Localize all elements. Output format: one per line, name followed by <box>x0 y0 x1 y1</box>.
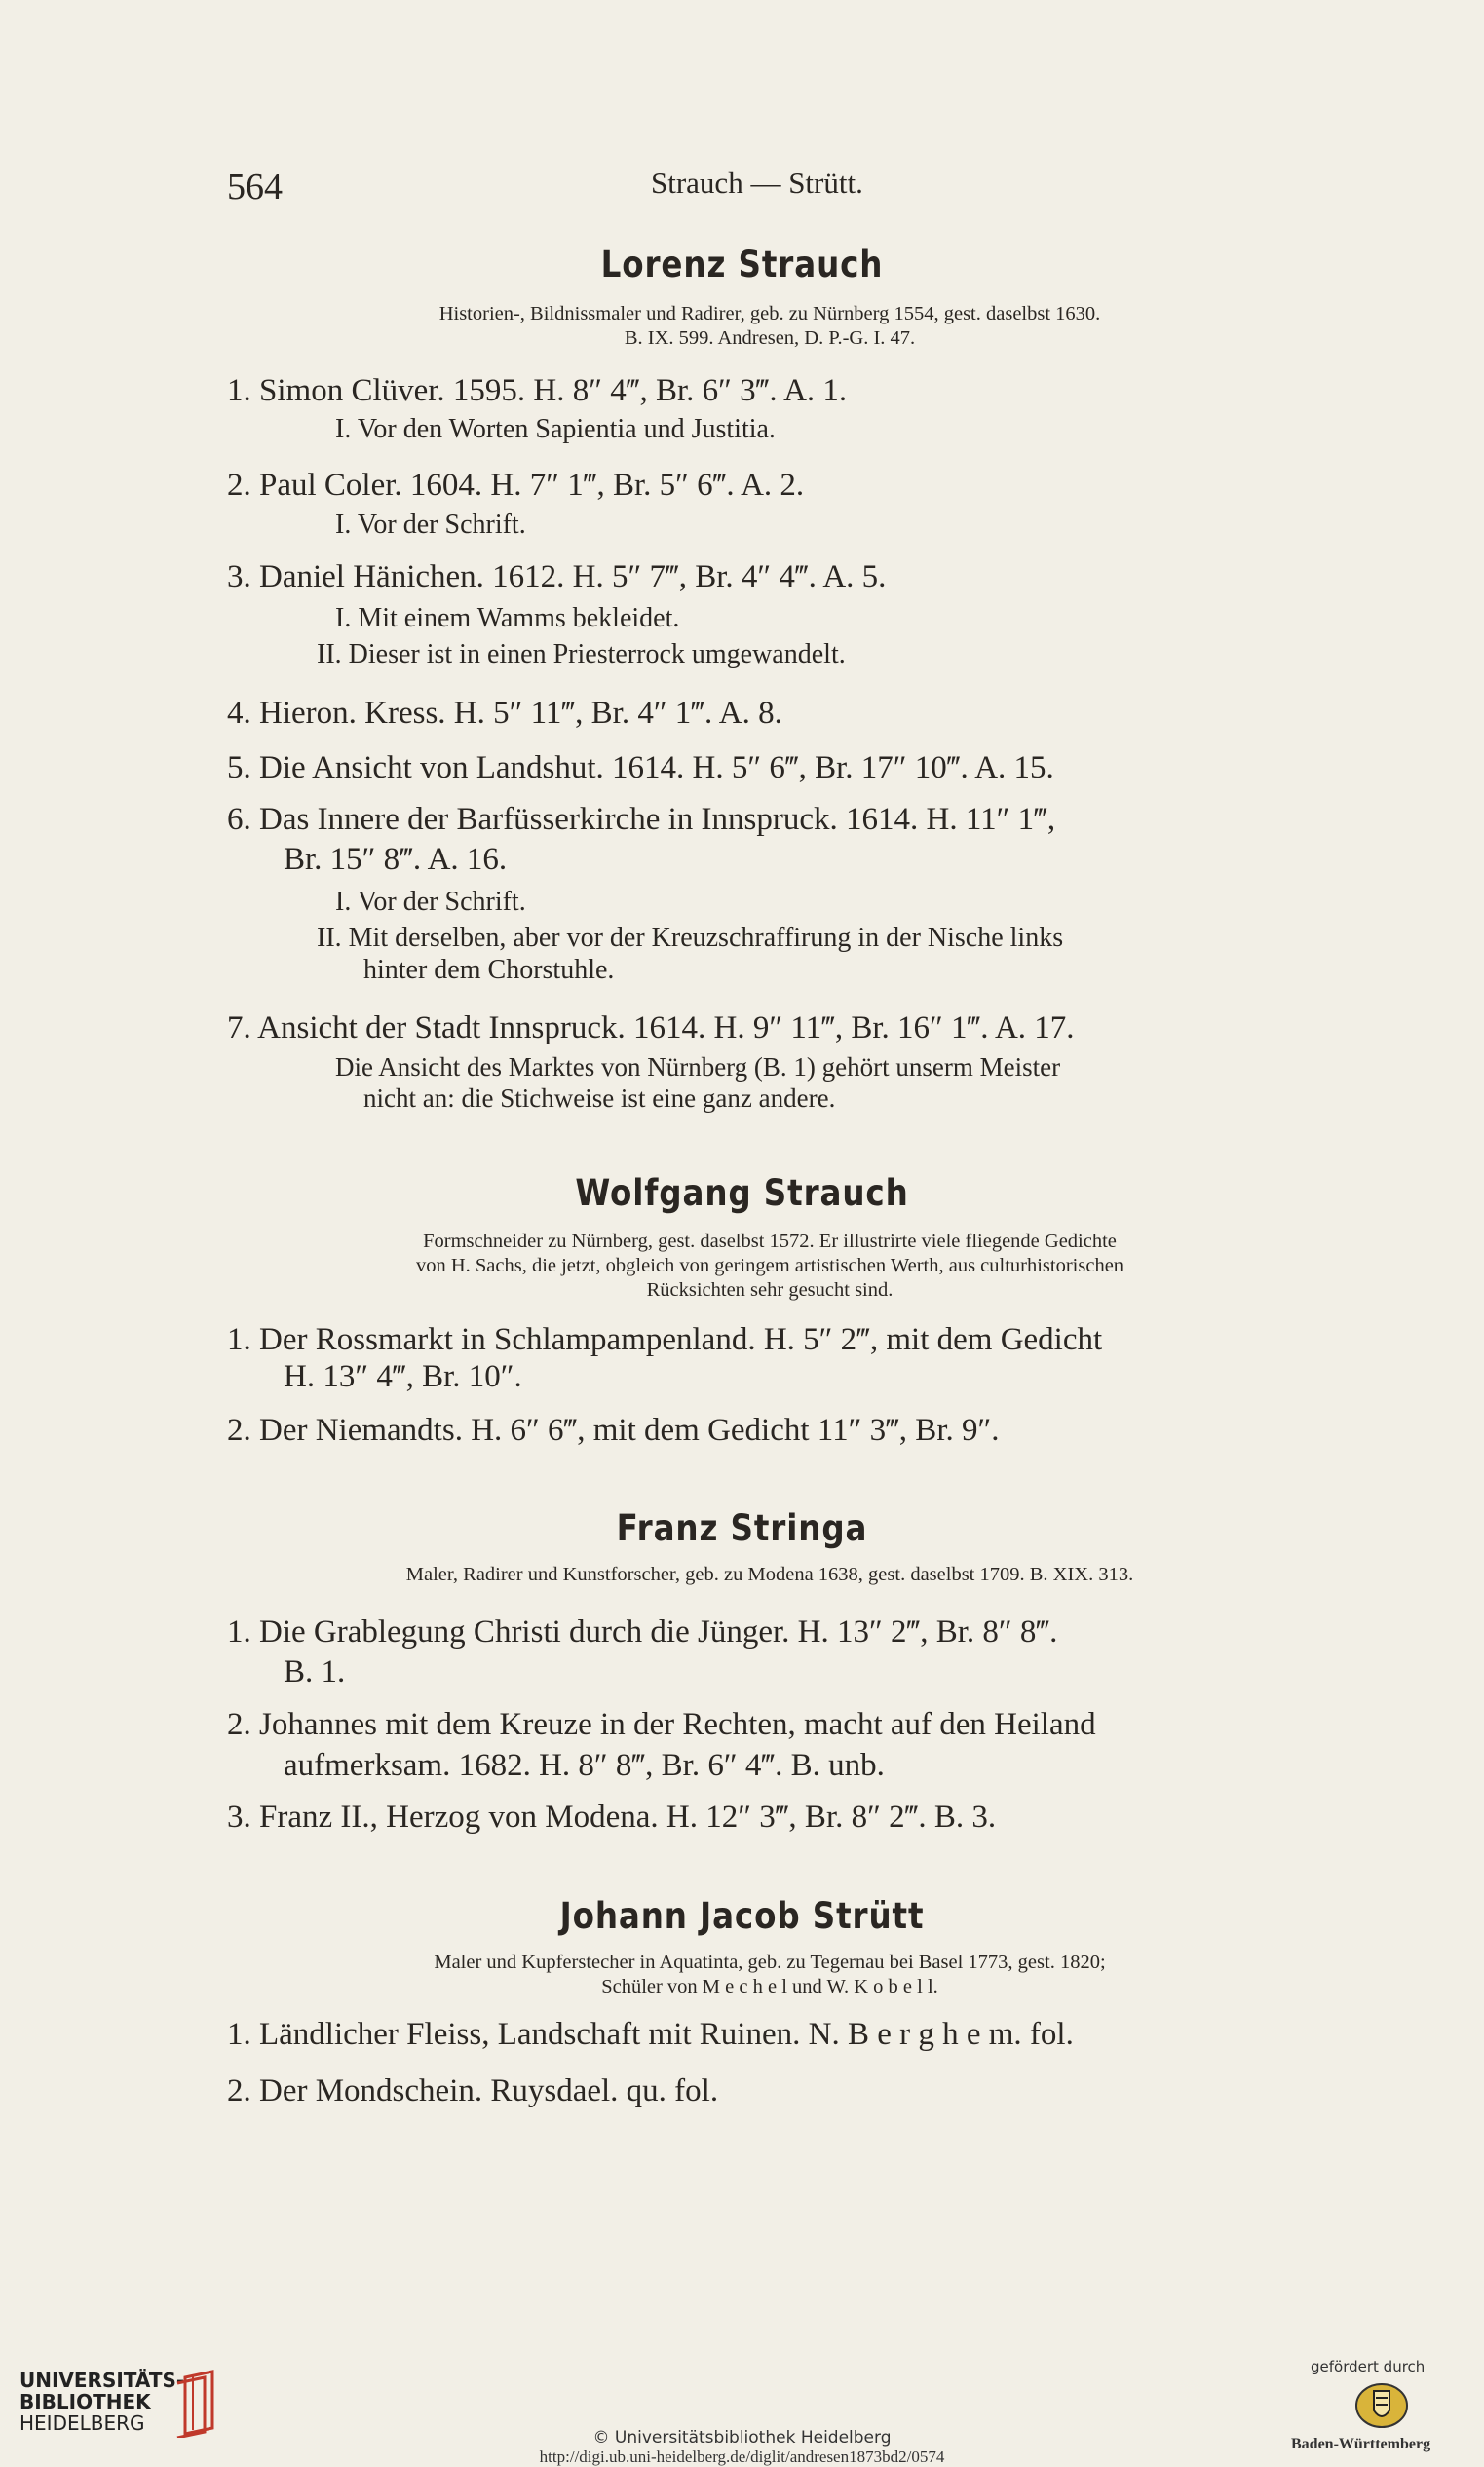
entry-line: 2. Paul Coler. 1604. H. 7″ 1‴, Br. 5″ 6‴. A. 2. <box>227 468 805 503</box>
library-line: HEIDELBERG <box>19 2411 145 2435</box>
bio-line: B. IX. 599. Andresen, D. P.-G. I. 47. <box>624 327 916 349</box>
bio-line: Formschneider zu Nürnberg, gest. daselbst 1572. Er illustrirte viele fliegende Gedichte <box>423 1231 1117 1252</box>
entry-line: 1. Der Rossmarkt in Schlampampenland. H. 5″ 2‴, mit dem Gedicht <box>227 1322 1103 1357</box>
bio-wolfgang-strauch <box>224 1230 1315 1303</box>
entry-line: 5. Die Ansicht von Landshut. 1614. H. 5″ 6‴, Br. 17″ 10‴. A. 15. <box>227 750 1054 785</box>
entry-line: 1. Die Grablegung Christi durch die Jünger. H. 13″ 2‴, Br. 8″ 8‴. <box>227 1614 1058 1650</box>
bio-lorenz-strauch <box>224 302 1315 351</box>
bio-line: Schüler von M e c h e l und W. K o b e l l. <box>601 1976 938 1997</box>
note-line: Die Ansicht des Marktes von Nürnberg (B. 1) gehört unserm Meister <box>335 1052 1061 1082</box>
entry-line: 7. Ansicht der Stadt Innspruck. 1614. H. 9″ 11‴, Br. 16″ 1‴. A. 17. <box>227 1010 1075 1045</box>
entry-line: 1. Simon Clüver. 1595. H. 8″ 4‴, Br. 6″ 3‴. A. 1. <box>227 373 848 408</box>
bio-line: Maler und Kupferstecher in Aquatinta, geb. zu Tegernau bei Basel 1773, gest. 1820; <box>434 1952 1106 1973</box>
state-name: Baden-Württemberg <box>1291 2436 1431 2452</box>
state-line: I. Mit einem Wamms bekleidet. <box>335 603 680 633</box>
library-name <box>19 2370 184 2434</box>
entry-line: 3. Daniel Hänichen. 1612. H. 5″ 7‴, Br. 4″ 4‴. A. 5. <box>227 559 887 594</box>
section-heading-franz-stringa: Franz Stringa <box>616 1507 868 1549</box>
bio-johann-jacob-strutt <box>224 1951 1315 1999</box>
bio-line: Rücksichten sehr gesucht sind. <box>646 1279 894 1301</box>
bio-franz-stringa <box>224 1563 1315 1587</box>
section-heading-johann-jacob-strutt: Johann Jacob Strütt <box>559 1895 925 1937</box>
entry-line: 6. Das Innere der Barfüsserkirche in Innspruck. 1614. H. 11″ 1‴, <box>227 802 1056 837</box>
entry-line: 2. Der Mondschein. Ruysdael. qu. fol. <box>227 2073 719 2108</box>
state-line: I. Vor der Schrift. <box>335 510 526 540</box>
section-heading-lorenz-strauch: Lorenz Strauch <box>600 244 884 285</box>
entry-line: Br. 15″ 8‴. A. 16. <box>284 842 508 877</box>
funded-by-label: gefördert durch <box>1311 2358 1426 2375</box>
entry-line: B. 1. <box>284 1654 346 1689</box>
entry-line: 2. Johannes mit dem Kreuze in der Rechten, macht auf den Heiland <box>227 1707 1096 1742</box>
entry-line: aufmerksam. 1682. H. 8″ 8‴, Br. 6″ 4‴. B. unb. <box>284 1748 885 1783</box>
bio-line: Maler, Radirer und Kunstforscher, geb. zu Modena 1638, gest. daselbst 1709. B. XIX. 313. <box>405 1564 1134 1585</box>
running-title: Strauch — Strütt. <box>651 166 863 200</box>
page-number: 564 <box>227 167 283 208</box>
bio-line: von H. Sachs, die jetzt, obgleich von geringem artistischen Werth, aus culturhistorischen <box>415 1255 1124 1276</box>
bio-line: Historien-, Bildnissmaler und Radirer, geb. zu Nürnberg 1554, gest. daselbst 1630. <box>438 303 1101 324</box>
state-line: hinter dem Chorstuhle. <box>363 955 615 985</box>
library-line: BIBLIOTHEK <box>19 2390 151 2413</box>
copyright-notice: © Universitätsbibliothek Heidelberg <box>592 2428 892 2448</box>
state-coat-of-arms-icon <box>1352 2381 1411 2430</box>
entry-line: 2. Der Niemandts. H. 6″ 6‴, mit dem Gedicht 11″ 3‴, Br. 9″. <box>227 1413 1000 1448</box>
note-line: nicht an: die Stichweise ist eine ganz andere. <box>363 1083 836 1113</box>
entry-line: 4. Hieron. Kress. H. 5″ 11‴, Br. 4″ 1‴. A. 8. <box>227 696 782 731</box>
entry-line: 1. Ländlicher Fleiss, Landschaft mit Ruinen. N. B e r g h e m. fol. <box>227 2017 1074 2052</box>
permalink-url[interactable]: http://digi.ub.uni-heidelberg.de/diglit/andresen1873bd2/0574 <box>539 2448 945 2466</box>
state-line: II. Mit derselben, aber vor der Kreuzschraffirung in der Nische links <box>317 923 1064 953</box>
entry-line: 3. Franz II., Herzog von Modena. H. 12″ 3‴, Br. 8″ 2‴. B. 3. <box>227 1800 997 1835</box>
entry-line: H. 13″ 4‴, Br. 10″. <box>284 1359 522 1394</box>
library-line: UNIVERSITÄTS- <box>19 2369 185 2392</box>
state-line: I. Vor der Schrift. <box>335 887 526 917</box>
state-line: I. Vor den Worten Sapientia und Justitia. <box>335 414 776 444</box>
section-heading-wolfgang-strauch: Wolfgang Strauch <box>575 1172 909 1214</box>
state-line: II. Dieser ist in einen Priesterrock umgewandelt. <box>317 639 846 669</box>
